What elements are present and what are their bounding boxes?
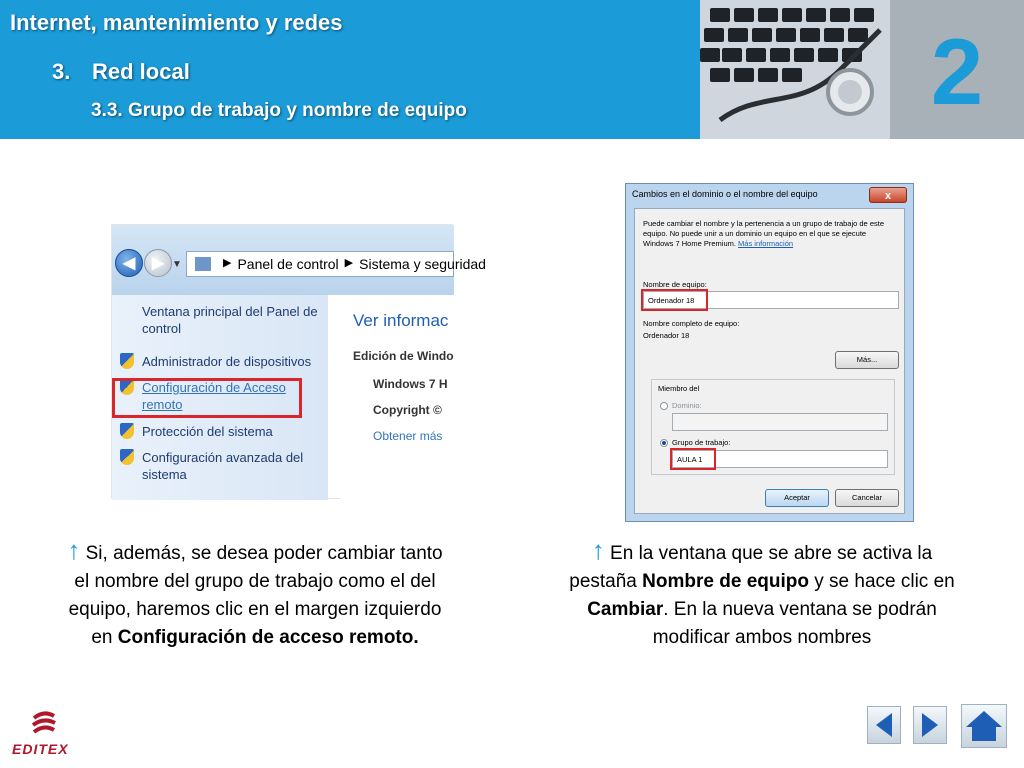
right-caption-text-2: y se hace clic en (808, 571, 955, 592)
arrow-right-icon: ▶ (151, 255, 165, 272)
domain-radio[interactable] (660, 402, 668, 410)
section-title-text: Red local (92, 59, 190, 84)
triangle-right-icon (914, 707, 946, 743)
more-features-link[interactable]: Obtener más (373, 429, 443, 443)
chevron-down-icon[interactable]: ▼ (172, 259, 182, 270)
section-title (52, 59, 190, 85)
description-text: Puede cambiar el nombre y la pertenencia a un grupo de trabajo de este equipo. No puede unir a un dominio un equipo en el que se ejecute Windows 7 Home Premium. (643, 219, 884, 248)
logo-text: EDITEX (12, 741, 69, 757)
domain-input[interactable] (672, 413, 888, 431)
home-icon (962, 705, 1006, 747)
editex-mark-icon (30, 710, 58, 738)
chapter-number-box (890, 0, 1024, 139)
previous-slide-button[interactable] (867, 706, 901, 744)
editex-logo (10, 708, 80, 760)
breadcrumb-item[interactable]: Panel de control (237, 256, 339, 272)
sidebar-item-label: Administrador de dispositivos (142, 354, 312, 369)
right-caption-text-3: . En la nueva ventana se podrán modificar ambos nombres (652, 599, 937, 648)
sidebar-item-label: Protección del sistema (142, 424, 273, 439)
highlight-box (112, 378, 302, 418)
right-caption-text-1: En la ventana que se abre se activa la pestaña (569, 543, 933, 592)
highlight-box (641, 289, 708, 311)
section-number: 3. (52, 59, 71, 84)
breadcrumb-separator-icon: ▶ (223, 257, 232, 269)
dialog-description (643, 219, 893, 249)
shield-icon (120, 449, 134, 465)
control-panel-screenshot (111, 224, 486, 499)
left-caption (60, 536, 450, 652)
arrow-left-icon: ◀ (122, 255, 136, 272)
copyright-text: Copyright © (373, 403, 442, 417)
left-caption-text: Si, además, se desea poder cambiar tanto el nombre del grupo de trabajo como el del equipo, haremos clic en el margen izquierdo en (68, 543, 443, 648)
domain-label: Dominio: (672, 401, 702, 410)
next-slide-button[interactable] (913, 706, 947, 744)
chapter-number: 2 (930, 19, 984, 124)
back-button[interactable] (115, 249, 143, 277)
dialog-title: Cambios en el dominio o el nombre del equipo (632, 189, 818, 199)
breadcrumb-separator-icon: ▶ (344, 257, 354, 269)
right-caption-bold-2: Cambiar (587, 599, 664, 620)
windows-version: Windows 7 H (373, 377, 448, 391)
right-caption (566, 536, 958, 652)
close-button[interactable]: x (869, 187, 907, 203)
dialog-body (634, 208, 905, 514)
sidebar-item-label: Configuración de Acceso remoto (142, 380, 286, 412)
sidebar-item-advanced-settings[interactable] (118, 449, 323, 483)
triangle-left-icon (868, 707, 900, 743)
laptop-stethoscope-photo (700, 0, 890, 139)
computer-name-label: Nombre de equipo: (643, 280, 707, 289)
arrow-up-icon: ↑ (67, 535, 81, 565)
ok-button[interactable]: Aceptar (765, 489, 829, 507)
cancel-button[interactable]: Cancelar (835, 489, 899, 507)
forward-button[interactable] (144, 249, 172, 277)
right-caption-bold-1: Nombre de equipo (642, 571, 809, 592)
left-caption-bold: Configuración de acceso remoto. (117, 627, 419, 648)
control-panel-main (340, 295, 454, 500)
highlight-box (670, 448, 716, 470)
sidebar-item-label: Configuración avanzada del sistema (142, 450, 304, 482)
workgroup-radio[interactable] (660, 439, 668, 447)
address-toolbar (112, 225, 486, 295)
photo-illustration (700, 0, 890, 139)
workgroup-input[interactable]: AULA 1 (672, 450, 888, 468)
shield-icon (120, 353, 134, 369)
control-panel-icon (195, 257, 211, 271)
sidebar-title[interactable]: Ventana principal del Panel de control (142, 304, 318, 336)
subsection-title: 3.3. Grupo de trabajo y nombre de equipo (91, 100, 467, 121)
main-title: Ver informac (353, 311, 449, 330)
computer-name-dialog (625, 183, 914, 522)
edition-heading: Edición de Windo (353, 349, 454, 363)
member-of-label: Miembro del (658, 384, 700, 393)
shield-icon (120, 423, 134, 439)
full-name-value: Ordenador 18 (643, 331, 690, 340)
breadcrumb-item[interactable]: Sistema y seguridad (359, 256, 486, 272)
control-panel-sidebar (112, 295, 328, 500)
sidebar-item-system-protection[interactable] (118, 423, 323, 440)
more-info-link[interactable]: Más información (738, 239, 794, 248)
address-bar[interactable] (186, 251, 486, 277)
computer-name-input[interactable]: Ordenador 18 (643, 291, 899, 309)
workgroup-label: Grupo de trabajo: (672, 438, 731, 447)
full-name-label: Nombre completo de equipo: (643, 319, 740, 328)
sidebar-item-device-manager[interactable] (118, 353, 323, 370)
course-title: Internet, mantenimiento y redes (10, 10, 343, 35)
home-button[interactable] (961, 704, 1007, 748)
member-of-group (651, 379, 895, 475)
arrow-up-icon: ↑ (591, 535, 605, 565)
more-button[interactable]: Más... (835, 351, 899, 369)
